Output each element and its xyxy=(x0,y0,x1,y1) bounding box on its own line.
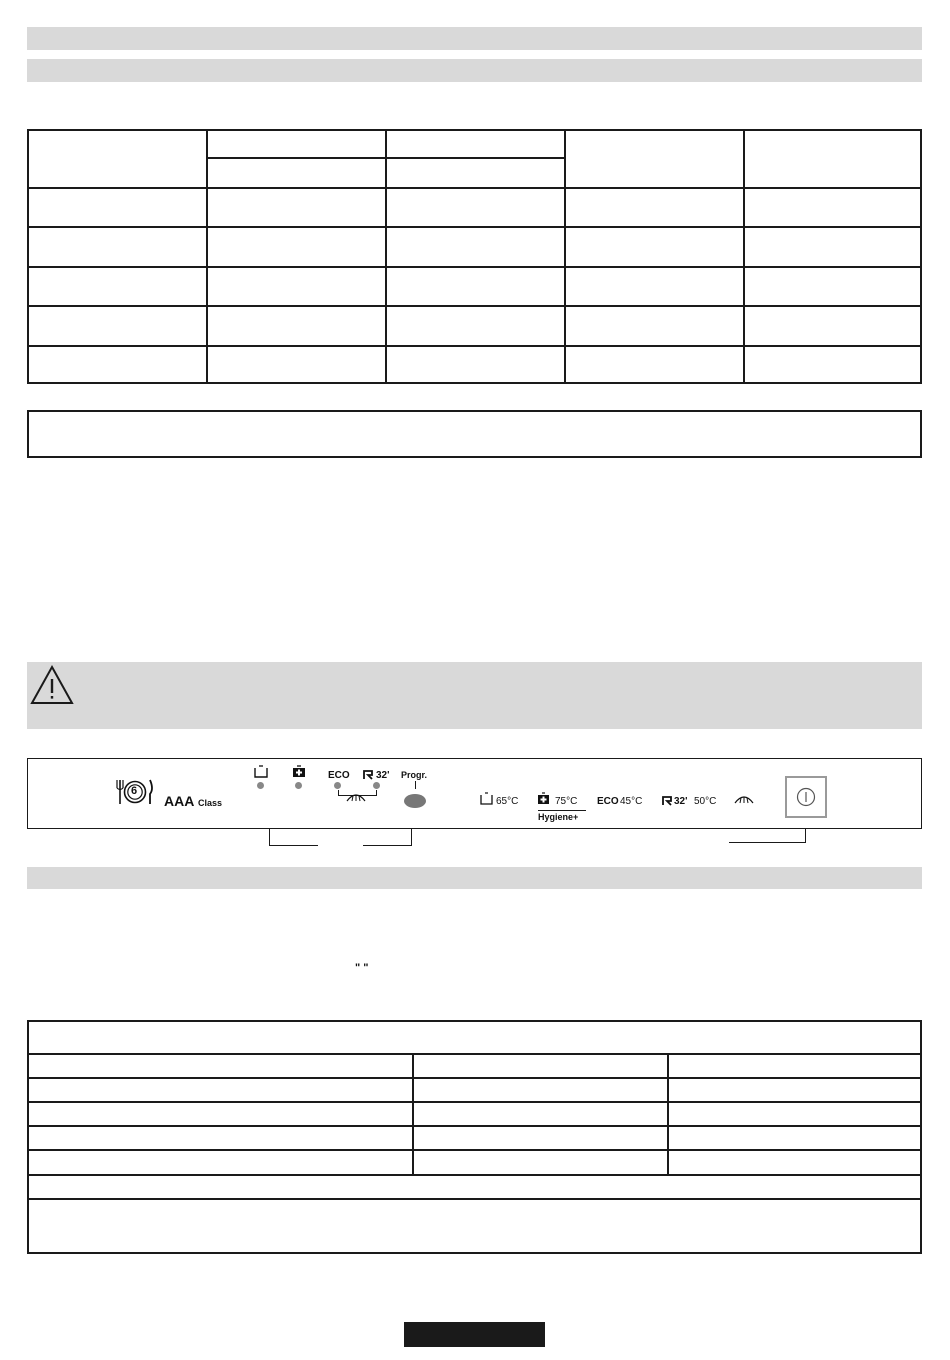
settings-table xyxy=(27,1020,922,1254)
program-3-temp: 45°C xyxy=(620,796,643,807)
program-pot-icon xyxy=(480,792,493,806)
quote-marks: " " xyxy=(355,962,369,974)
callout-power xyxy=(729,829,806,843)
program-3-name: ECO xyxy=(597,796,619,807)
footer-bar xyxy=(404,1322,545,1347)
program-4-name: 32' xyxy=(674,796,688,807)
program-1-temp: 65°C xyxy=(496,796,519,807)
rinse-icon xyxy=(346,791,366,803)
header-band-1 xyxy=(27,27,922,50)
callout-indicators xyxy=(269,829,318,846)
progr-button[interactable] xyxy=(404,794,426,808)
programme-table xyxy=(27,129,922,384)
power-button[interactable] xyxy=(785,776,827,818)
warning-triangle-icon xyxy=(29,664,75,706)
program-rapid-icon xyxy=(662,796,673,806)
header-band-2 xyxy=(27,59,922,82)
program-2-sub: Hygiene+ xyxy=(538,812,579,822)
note-box xyxy=(27,410,922,458)
hygiene-underline xyxy=(538,810,586,811)
rapid-icon xyxy=(363,770,374,780)
warning-band xyxy=(27,662,922,729)
eco-indicator-label: ECO xyxy=(328,770,350,781)
program-rinse-icon xyxy=(734,793,754,805)
power-icon xyxy=(796,787,816,807)
progr-tick xyxy=(415,781,416,789)
section-band xyxy=(27,867,922,889)
progr-label: Progr. xyxy=(401,770,428,780)
program-plus-pot-icon xyxy=(537,792,550,806)
plus-pot-icon xyxy=(292,765,306,779)
led-eco xyxy=(334,782,341,789)
place-settings-number: 6 xyxy=(131,785,138,797)
program-4-temp: 50°C xyxy=(694,796,717,807)
led-rapid xyxy=(373,782,380,789)
callout-progr xyxy=(363,829,412,846)
program-2-temp: 75°C xyxy=(555,796,578,807)
rapid-indicator-label: 32' xyxy=(376,770,390,781)
energy-class-word: Class xyxy=(198,798,223,808)
control-panel xyxy=(27,758,922,829)
energy-class: AAA xyxy=(164,793,195,809)
pot-icon xyxy=(254,765,268,779)
led-pot xyxy=(257,782,264,789)
led-plus-pot xyxy=(295,782,302,789)
